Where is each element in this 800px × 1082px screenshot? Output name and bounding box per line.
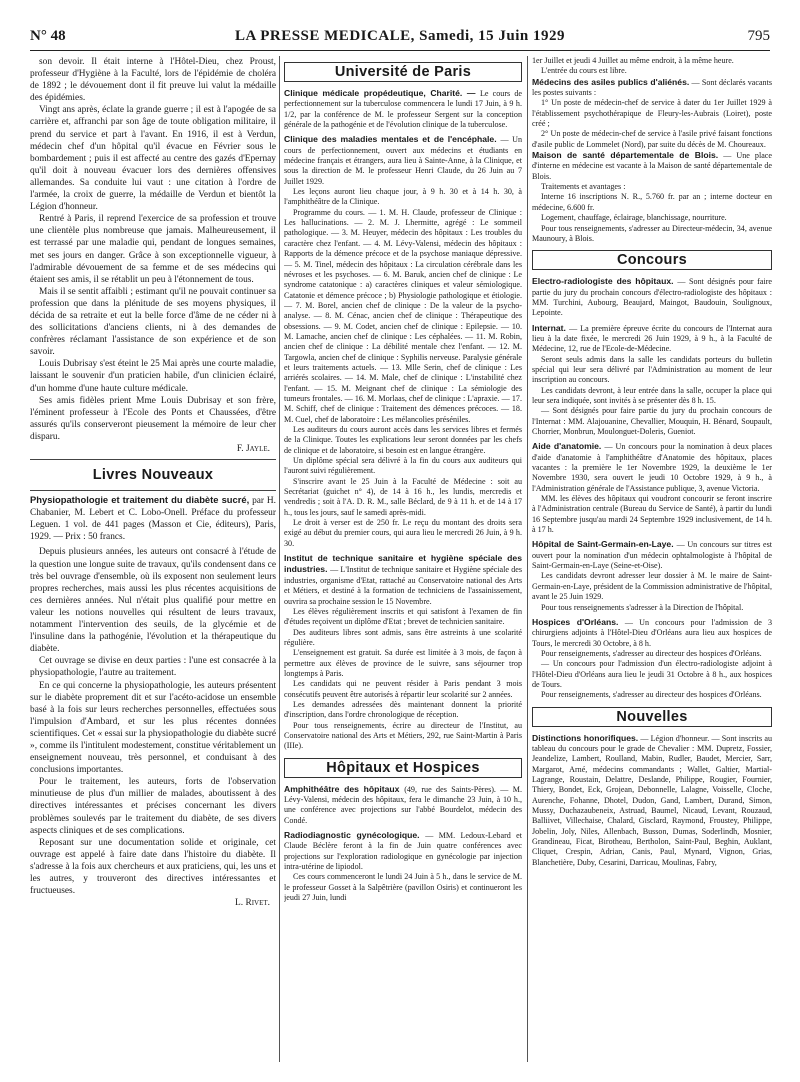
concours-title: Concours bbox=[532, 250, 772, 270]
universite-item-text: Un diplôme spécial sera délivré à la fin du cours aux auditeurs qui l'auront suivi régulièrement. bbox=[284, 456, 522, 476]
hopitaux-news bbox=[284, 784, 522, 904]
blois-heading: Maison de santé départementale de Blois. bbox=[532, 150, 719, 161]
asiles-item: 2° Un poste de médecin-chef de service à l'asile privé faisant fonctions d'asile public de Lommelet (Nord), par suite du décès de M. Choureaux. bbox=[532, 129, 772, 149]
book-title: Physiopathologie et traitement du diabète sucré, bbox=[30, 494, 250, 506]
hopitaux-item-heading: Amphithéâtre des hôpitaux bbox=[284, 783, 405, 794]
concours-item-text: Pour renseignements, s'adresser au directeur des hospices d'Orléans. bbox=[541, 690, 762, 700]
concours-item-text: — Un concours pour la nomination à deux places d'aide d'anatomie à l'amphithéâtre d'Anatomie des hôpitaux, places vacantes : la première le 1er Novembre 1929, la deuxième le 1er Novembre 1930, sera ouvert le jeudi 10 Octobre 1929, à 9 h., à l'Administration générale de l'Assistance publique, 3, avenue Victoria. bbox=[532, 442, 772, 493]
hopitaux-item bbox=[284, 784, 522, 826]
review-paragraph: Pour le traitement, les auteurs, forts de l'observation minutieuse de plus d'un millier de malades, aboutissent à des directives intéressantes et précises concernant les divers problèmes soulevés par le traitement du diabète, de ses divers aspects cliniques et de ses complications. bbox=[30, 777, 276, 836]
book-review bbox=[30, 546, 276, 897]
continued-text-2: L'entrée du cours est libre. bbox=[541, 66, 627, 76]
concours-item bbox=[532, 603, 772, 613]
concours-item-text: Pour tous renseignements s'adresser à la Direction de l'hôpital. bbox=[541, 602, 744, 612]
obituary-paragraph: Rentré à Paris, il reprend l'exercice de sa profession et trouve une clientèle plus nombreuse que jamais. Malheureusement, il est terrassé par une maladie qui, pendant de longues semaines, met ses jours en danger. Grâce à son exceptionnelle vigueur, à l'admirable dévouement de sa femme et de ses médecins qui étaient ses amis, il se rétablit un peu à l'étonnement de tous. bbox=[30, 214, 276, 285]
universite-item-text: — Un cours de perfectionnement, ouvert aux médecins et étudiants en médecine français et étrangers, aura lieu à Sainte-Anne, à la Clinique, et sous la direction de M. le professeur Henri Claude, du 26 Juin au 7 Juillet 1929. bbox=[284, 135, 522, 186]
hopitaux-title: Hôpitaux et Hospices bbox=[284, 758, 522, 778]
concours-item-text: — Un concours pour l'admission de 3 chirurgiens adjoints à l'Hôtel-Dieu d'Orléans aura lieu aux hospices de Tours, le mercredi 30 Octobre, à 8 h. bbox=[532, 617, 772, 648]
concours-item bbox=[532, 355, 772, 386]
review-paragraph: En ce qui concerne la physiopathologie, les auteurs présentent sur le diabète proprement dit et sur l'acéto-acidose un ensemble basé à la fois sur leurs recherches personnelles, effectuées sous l'impulsion d'Ambard, et sur les plus récentes données scientifiques. Cet « essai sur la physiopathologie du diabète sucré », comme ils l'intitulent modestement, constitue véritablement un enseignement nouveau, très personnel, et conduisant à des conclusions importantes. bbox=[30, 680, 276, 776]
distinctions-text: — Légion d'honneur. — Sont inscrits au tableau du concours pour le grade de Chevalier : MM. Dupretz, Fossier, Jeandelize, Lambert, Roulland, Mabin, Rudler, Baudet, Mercier, Sarr, Margarot, Arné, médecins commandants ; Wallet, Galtier, Martial-Lagrange, Roustain, Delattre, Deslande, Philippe, Rougier, Fournier, Thiery, Bondet, Eck, Grojean, Debonnelle, Lalagne, Voisselle, Cloche, Aurenche, Fohanne, Dhotel, Dudon, Gand, Lambert, Durand, Simon, Mussy, Duchazaubeneix, Astruad, Baumel, Nicaud, Levant, Rouzaud, Balliivet, Villechaise, Chalard, Gisclard, Raymond, Froustey, Philippe, Jobelin, Joly, Niles, Allenbach, Busson, Dumas, Soderlindh, Mosnier, Grandineau, Ficat, Birotheau, Bertholon, Saint-Paul, Beghin, Auklant, Cliquet, Crespin, Adrian, Canis, Paul, Mynard, Vignon, Grias, Blanchetière, Duby, Cesarini, Darricau, Moulinas, Fabry, bbox=[532, 733, 772, 867]
universite-item bbox=[284, 607, 522, 628]
universite-item bbox=[284, 648, 522, 679]
page-header bbox=[30, 28, 770, 46]
hopitaux-item-heading: Radiodiagnostic gynécologique. bbox=[284, 830, 426, 841]
universite-item-text: Les demandes adressées dès maintenant donnent la priorité d'inscription, dans l'ordre chronologique de réception. bbox=[284, 699, 522, 720]
review-paragraph: Depuis plusieurs années, les auteurs ont consacré à l'étude de la question une longue suite de travaux, qu'ils condensent dans ce très bel ouvrage d'ensemble, où ils exposent non seulement leurs propres recherches, mais aussi les plus récentes acquisitions de ces dernières années. Nul n'était plus qualifié pour mettre en valeur les notions nouvelles qui résultent de leurs travaux, notamment l'intervention des seuils, de la glycémie et de l'insuline dans la pathogénie, l'évolution et la thérapeutique du diabète. bbox=[30, 547, 276, 655]
section-rule bbox=[30, 459, 276, 460]
asiles-text: — Sont déclarés vacants les postes suivants : bbox=[532, 77, 772, 98]
concours-item-text: Seront seuls admis dans la salle les candidats porteurs du bulletin spécial qui leur sera délivré par l'Administration au moment de leur inscription au concours. bbox=[532, 354, 772, 385]
hopitaux-item-text: (49, rue des Saints-Pères). — M. Lévy-Valensi, médecin des hôpitaux, fera le dimanche 23 Juin, à 10 h., une conférence avec projections sur l'abbé Bourdelot, médecin des Condé. bbox=[284, 784, 522, 825]
universite-news bbox=[284, 88, 522, 752]
column-1 bbox=[30, 56, 276, 1062]
concours-item-heading: Electro-radiologiste des hôpitaux. bbox=[532, 276, 678, 287]
concours-item bbox=[532, 406, 772, 437]
obituary-paragraph: Louis Dubrisay s'est éteint le 25 Mai après une courte maladie, laissant le souvenir d'un praticien habile, d'un clinicien éclairé, d'un homme d'une haute culture médicale. bbox=[30, 359, 276, 394]
universite-item bbox=[284, 88, 522, 130]
universite-item-heading: Clinique médicale propédeutique, Charité. — bbox=[284, 88, 480, 98]
universite-item bbox=[284, 628, 522, 649]
universite-item-text: Le droit à verser est de 250 fr. Le reçu du montant des droits sera exigé au début du premier cours, qui aura lieu le mercredi 26 Juin, à 9 h. 30. bbox=[284, 518, 522, 548]
blois-text: — Une place d'interne en médecine est vacante à la Maison de santé départementale de Blois. bbox=[532, 151, 772, 181]
universite-item bbox=[284, 553, 522, 607]
concours-item-text: Les candidats devront, à leur entrée dans la salle, occuper la place qui leur sera indiquée, sont invités à se présenter dès 8 h. 15. bbox=[532, 385, 772, 405]
universite-item bbox=[284, 208, 522, 425]
universite-item-text: Pour tous renseignements, écrire au directeur de l'Institut, au Conservatoire national des Arts et Métiers, 292, rue Saint-Martin à Paris (IIIe). bbox=[284, 720, 522, 751]
hopitaux-item bbox=[284, 872, 522, 903]
blois-item: Traitements et avantages : bbox=[541, 182, 626, 192]
concours-item bbox=[532, 659, 772, 690]
distinctions-heading: Distinctions honorifiques. bbox=[532, 732, 639, 743]
universite-item-text: Les candidats qui ne peuvent résider à Paris pendant 3 mois consécutifs peuvent être autorisés à répartir leur scolarité sur 2 années. bbox=[284, 679, 522, 699]
review-signature: L. Rivet. bbox=[235, 898, 270, 909]
livres-nouveaux-title: Livres Nouveaux bbox=[92, 467, 214, 484]
blois-details bbox=[532, 182, 772, 244]
column-2 bbox=[284, 56, 522, 1062]
asiles-list bbox=[532, 98, 772, 150]
continued-text: 1er Juillet et jeudi 4 Juillet au même endroit, à la même heure. bbox=[532, 56, 734, 65]
hopitaux-item-text: — MM. Ledoux-Lebard et Claude Béclère feront à la fin de Juin quatre conférences avec projections sur l'exploration radiologique en gynécologie par injection intra-utérine de lipiodol. bbox=[284, 831, 522, 872]
universite-item-text: Les auditeurs du cours auront accès dans les services libres et fermés de la Clinique. Toutes les explications leur seront données par les chefs de clinique et de laboratoire, si besoin est en langue étrangère. bbox=[284, 425, 522, 455]
concours-item bbox=[532, 276, 772, 318]
universite-item-text: S'inscrire avant le 25 Juin à la Faculté de Médecine : soit au Secrétariat (guichet n° 4), de 14 à 16 h., les lundis, mercredis et vendredis ; soit à l'A. D. R. M., salle Béclard, de 9 à 11 h. et de 14 à 17 h., tous les jours, sauf le samedi après-midi. bbox=[284, 476, 522, 517]
book-reference: par H. Chabanier, M. Lebert et C. Lobo-Onell. Préface du professeur Leguen. 1 vol. de 441 pages (Masson et Cie, éditeurs), Paris, 1929. — Prix : 50 francs. bbox=[30, 496, 276, 543]
blois-item: Interne 16 inscriptions N. R., 5.760 fr. par an ; interne docteur en médecine, 6.600 fr. bbox=[532, 192, 772, 212]
nouvelles-title: Nouvelles bbox=[532, 707, 772, 727]
concours-item bbox=[532, 690, 772, 700]
concours-item-text: — Sont désignés pour faire partie du jury du prochain concours de l'Internat : MM. Alajouanine, Chevallier, Mouquin, H. Bénard, Soupault, Chorrier, Monbrun, Moulonguet-Doleris, Gueniot. bbox=[532, 406, 772, 436]
issue-number: N° 48 bbox=[30, 28, 66, 44]
concours-news bbox=[532, 276, 772, 700]
concours-item bbox=[532, 649, 772, 659]
universite-item-text: Programme du cours. — 1. M. H. Claude, professeur de Clinique : Les hallucinations. — 2. M. J. Lhermitte, agrégé : Le sommeil pathologique. — 3. M. Heuyer, médecin des hôpitaux : Les troubles du caractère chez l'enfant. — 4. M. Lévy-Valensi, médecin des hôpitaux : Rapports de la démence précoce et de la psychose maniaque dépressive. — 5. M. Tinel, médecin des hôpitaux : La circulation cérébrale dans les névroses et les psychoses. — 6. M. Baruk, ancien chef de clinique : Le syndrome catatonique : a) caractères cliniques et valeur sémiologique. Catatonie et démence précoce ; b) Physiologie pathologique et étiologie. — 7. M. Borel, ancien chef de clinique : De la valeur de la psycho-analyse. — 8. M. Cénac, ancien chef de clinique : Thérapeutique des obsessions. — 9. M. Codet, ancien chef de clinique : Epilepsie. — 10. M. Lamache, ancien chef de clinique : Les céphalées. — 11. M. Robin, ancien chef de clinique : La débilité mentale chez l'enfant. — 12. M. Targowla, ancien chef de clinique : Syphilis nerveuse. Paralysie générale et leurs traitements actuels. — 13. Mlle Serin, chef de clinique : Les arriérés scolaires. — 14. M. Male, chef de clinique : L'instabilité chez l'enfant. — 15. M. Meignant chef de clinique : La sémiologie des tumeurs frontales. — 16. M. Morlaas, chef de clinique : L'apraxie. — 17. M. Schiff, chef de clinique : Traitement des démences précoces. — 18. M. Cuel, chef de laboratoire : Les mélancolies préséniles. bbox=[284, 207, 522, 424]
concours-item bbox=[532, 571, 772, 602]
concours-item-text: — Un concours pour l'admission d'un électro-radiologiste adjoint à l'Hôtel-Dieu d'Orléans aura lieu le jeudi 31 Octobre à 8 h., aux hospices de Tours. bbox=[532, 659, 772, 689]
asiles-heading: Médecins des asiles publics d'aliénés. bbox=[532, 76, 690, 87]
universite-item bbox=[284, 721, 522, 752]
concours-item bbox=[532, 539, 772, 571]
concours-item-text: — Sont désignés pour faire partie du jury du prochain concours d'électro-radiologiste des hôpitaux : MM. Turchini, Aubourg, Beaujard, Maingot, Baudouin, Soulignoux, Lepointe. bbox=[532, 277, 772, 318]
obituary-paragraph: Ses amis fidèles prient Mme Louis Dubrisay et son frère, l'éminent professeur à l'Ecole des Ponts et Chaussées, d'être assurés qu'ils conserveront pieusement la mémoire de leur cher disparu. bbox=[30, 395, 276, 442]
concours-item-text: MM. les élèves des hôpitaux qui voudront concourir se feront inscrire à l'Administration centrale (Bureau du Service de Santé), à partir du lundi 16 Septembre jusqu'au mardi 24 Septembre 1929 inclusivement, de 14 h. à 17 h. bbox=[532, 494, 772, 535]
universite-item-text: Les leçons auront lieu chaque jour, à 9 h. 30 et à 14 h. 30, à l'amphithéâtre de la Clinique. bbox=[284, 187, 522, 207]
concours-item-heading: Aide d'anatomie. bbox=[532, 441, 605, 452]
concours-item bbox=[532, 323, 772, 355]
universite-item bbox=[284, 477, 522, 518]
universite-item bbox=[284, 134, 522, 187]
concours-item bbox=[532, 386, 772, 407]
concours-item-text: — Un concours sur titres est ouvert pour la nomination d'un médecin ophtalmologiste à l'hôpital de Saint-Germain-en-Laye (Seine-et-Oise). bbox=[532, 540, 772, 571]
universite-item-text: L'enseignement est gratuit. Sa durée est limitée à 3 mois, de façon à permettre aux élèves de province de le suivre, sans séjourner trop longtemps à Paris. bbox=[284, 648, 522, 678]
obituary-paragraph: Vingt ans après, éclate la grande guerre ; il est à l'apogée de sa carrière et, affranchi par son âge de toute obligation militaire, il prend du service et part à l'avant. En 1916, il est à Verdun, médecin chef d'un hôpital qu'il évacue en Février sous le bombardement ; puis il est affecté au centre des gazés d'Epernay qu'il doit à nouveau évacuer lors des dernières offensives allemandes. Sa conduite lui vaut : une citation à l'ordre de l'armée, la croix de guerre, la médaille de Verdun et bientôt la Légion d'honneur. bbox=[30, 105, 276, 213]
universite-item bbox=[284, 187, 522, 208]
concours-item bbox=[532, 494, 772, 535]
concours-item-heading: Internat. bbox=[532, 322, 570, 333]
concours-item-text: Les candidats devront adresser leur dossier à M. le maire de Saint-Germain-en-Laye, président de la Commission administrative de l'hôpital, avant le 25 Juin 1929. bbox=[532, 571, 772, 602]
concours-item-text: — La première épreuve écrite du concours de l'Internat aura lieu à la date fixée, le mercredi 26 Juin 1929, à 9 h., à la Faculté de Médecine, 12, rue de l'Ecole-de-Médecine. bbox=[532, 323, 772, 354]
universite-item bbox=[284, 518, 522, 549]
concours-item bbox=[532, 441, 772, 494]
journal-title: LA PRESSE MEDICALE, Samedi, 15 Juin 1929 bbox=[234, 28, 566, 44]
page-number: 795 bbox=[747, 28, 770, 44]
hopitaux-item bbox=[284, 830, 522, 872]
concours-item-text: Pour renseignements, s'adresser au directeur des hospices d'Orléans. bbox=[541, 648, 762, 658]
review-paragraph: Reposant sur une documentation solide et originale, cet ouvrage est appelé à faire date dans l'histoire du diabète. Il s'adresse à la fois aux chercheurs et aux praticiens, qui, les uns et les autres, y trouveront des directives intéressantes et fructueuses. bbox=[30, 837, 276, 897]
obituary-paragraph: son devoir. Il était interne à l'Hôtel-Dieu, chez Proust, professeur d'Hygiène à la Faculté, lors de l'épidémie de choléra de 1892 ; le dévouement dont il fit preuve lui valut la médaille des épidémies. bbox=[30, 57, 276, 104]
column-3 bbox=[532, 56, 772, 1062]
universite-item-text: Les élèves régulièrement inscrits et qui satisfont à l'examen de fin d'études reçoivent un diplôme d'Etat ; brevet de technicien sanitaire. bbox=[284, 606, 522, 627]
obituary-signature: F. Jayle. bbox=[236, 444, 270, 454]
obituary-paragraph: Mais il se sentit affaibli ; estimant qu'il ne pouvait continuer sa profession que dans la plénitude de ses moyens physiques, il décida de sa retraite et eut la belle force d'âme de ne céder ni à des sollicitations d'anciens clients, ni à des demandes de confrères réclamant l'assistance de son expérience et de son savoir. bbox=[30, 286, 276, 358]
universite-item bbox=[284, 456, 522, 477]
concours-item-heading: Hôpital de Saint-Germain-en-Laye. bbox=[532, 539, 677, 550]
universite-item-heading: Institut de technique sanitaire et hygiène spéciale des industries. bbox=[284, 553, 522, 575]
review-paragraph: Cet ouvrage se divise en deux parties : l'une est consacrée à la physiopathologie, l'autre au traitement. bbox=[30, 656, 276, 679]
hopitaux-item-text: Ces cours commenceront le lundi 24 Juin à 5 h., dans le service de M. le professeur Gosset à la Salpêtrière (pavillon Osiris) et continueront les jeudi 27 Juin, lundi bbox=[284, 872, 522, 903]
column-divider-1 bbox=[279, 56, 280, 1062]
universite-item-text: — L'Institut de technique sanitaire et Hygiène spéciale des industries, organisme d'Etat, rattaché au Conservatoire national des Arts et Métiers, et destiné à la formation de techniciens de l'assainissement, ouvrira sa prochaine session le 15 Novembre. bbox=[284, 565, 522, 606]
concours-item-heading: Hospices d'Orléans. bbox=[532, 616, 625, 627]
column-divider-2 bbox=[527, 56, 528, 1062]
concours-item bbox=[532, 617, 772, 649]
universite-item bbox=[284, 700, 522, 721]
universite-item-heading: Clinique des maladies mentales et de l'encéphale. bbox=[284, 134, 501, 145]
universite-item bbox=[284, 679, 522, 700]
universite-title: Université de Paris bbox=[284, 62, 522, 82]
asiles-item: 1° Un poste de médecin-chef de service à dater du 1er Juillet 1929 à l'établissement psychothérapique de Fleury-les-Aubrais (Loiret), poste créé ; bbox=[532, 98, 772, 129]
header-rule bbox=[30, 50, 770, 51]
obituary bbox=[30, 56, 276, 443]
blois-item: Pour tous renseignements, s'adresser au Directeur-médecin, 34, avenue Maunoury, à Blois. bbox=[532, 223, 772, 243]
universite-item bbox=[284, 425, 522, 456]
universite-item-text: Le cours de perfectionnement sur la tuberculose commencera le lundi 17 Juin, à 9 h. 1/2, par la conférence de M. le professeur Sergent sur la conception générale de la pathogénie et de l'évolution clinique de la tuberculose. bbox=[284, 89, 522, 130]
universite-item-text: Des auditeurs libres sont admis, sans être astreints à une scolarité régulière. bbox=[284, 627, 522, 647]
blois-item: Logement, chauffage, éclairage, blanchissage, nourriture. bbox=[541, 213, 727, 223]
